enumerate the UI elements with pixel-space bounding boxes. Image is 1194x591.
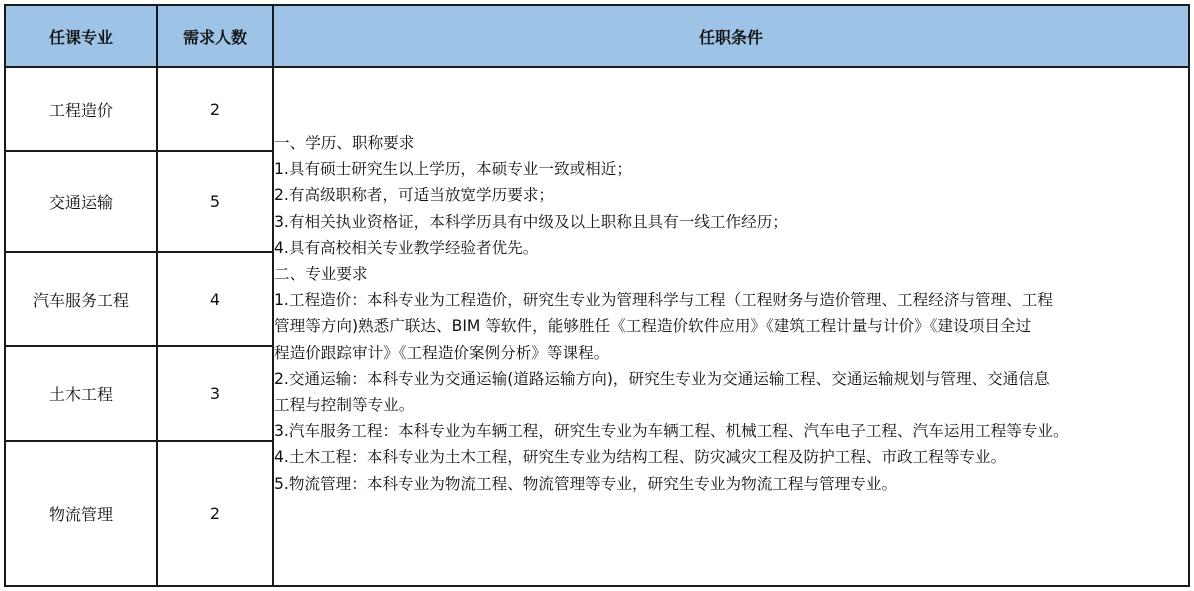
condition-line: 工程与控制等专业。: [274, 396, 415, 415]
table-border-right: [1188, 4, 1190, 587]
header-subject: 任课专业: [5, 5, 157, 67]
row-count: 2: [209, 99, 221, 119]
condition-line: 4.土木工程：本科专业为土木工程，研究生专业为结构工程、防灾减灾工程及防护工程、市政工程等专业。: [274, 448, 1007, 467]
header-divider: [4, 66, 1190, 68]
row-count: 3: [209, 384, 221, 403]
row-subject: 物流管理: [48, 505, 113, 524]
row-divider: [4, 251, 274, 253]
condition-line: 1.工程造价：本科专业为工程造价，研究生专业为管理科学与工程（工程财务与造价管理、工程经济与管理、工程: [274, 291, 1053, 310]
row-count: 4: [209, 289, 221, 309]
row-subject: 土木工程: [48, 385, 113, 404]
row-count: 2: [209, 504, 221, 523]
row-count: 5: [209, 192, 221, 211]
condition-line: 二、专业要求: [274, 265, 368, 284]
condition-line: 4.具有高校相关专业教学经验者优先。: [274, 238, 539, 257]
column-divider: [272, 4, 274, 587]
row-divider: [4, 345, 274, 347]
condition-line: 一、学历、职称要求: [274, 134, 415, 152]
condition-line: 管理等方向)熟悉广联达、BIM 等软件，能够胜任《工程造价软件应用》《建筑工程计量与计价》《建设项目全过: [274, 317, 1032, 336]
condition-line: 3.有相关执业资格证，本科学历具有中级及以上职称且具有一线工作经历；: [274, 212, 788, 231]
table-border-left: [4, 4, 6, 587]
row-divider: [4, 440, 274, 442]
conditions-text: [274, 130, 1190, 497]
header-count: 需求人数: [157, 5, 273, 67]
condition-line: 2.有高级职称者，可适当放宽学历要求；: [274, 186, 554, 205]
condition-line: 程造价跟踪审计》《工程造价案例分析》等课程。: [274, 343, 610, 362]
table-border-bottom: [4, 585, 1190, 587]
row-subject: 交通运输: [48, 193, 113, 212]
condition-line: 5.物流管理：本科专业为物流工程、物流管理等专业，研究生专业为物流工程与管理专业。: [274, 474, 898, 493]
table-border-top: [4, 4, 1190, 6]
condition-line: 2.交通运输：本科专业为交通运输(道路运输方向)，研究生专业为交通运输工程、交通运输规划与管理、交通信息: [274, 369, 1050, 388]
header-conditions: 任职条件: [273, 5, 1189, 67]
condition-line: 3.汽车服务工程：本科专业为车辆工程，研究生专业为车辆工程、机械工程、汽车电子工程、汽车运用工程等专业。: [274, 422, 1069, 441]
condition-line: 1.具有硕士研究生以上学历，本硕专业一致或相近；: [274, 160, 632, 179]
row-subject: 工程造价: [48, 100, 113, 120]
row-subject: 汽车服务工程: [32, 290, 129, 310]
column-divider: [156, 4, 158, 587]
row-divider: [4, 150, 274, 152]
